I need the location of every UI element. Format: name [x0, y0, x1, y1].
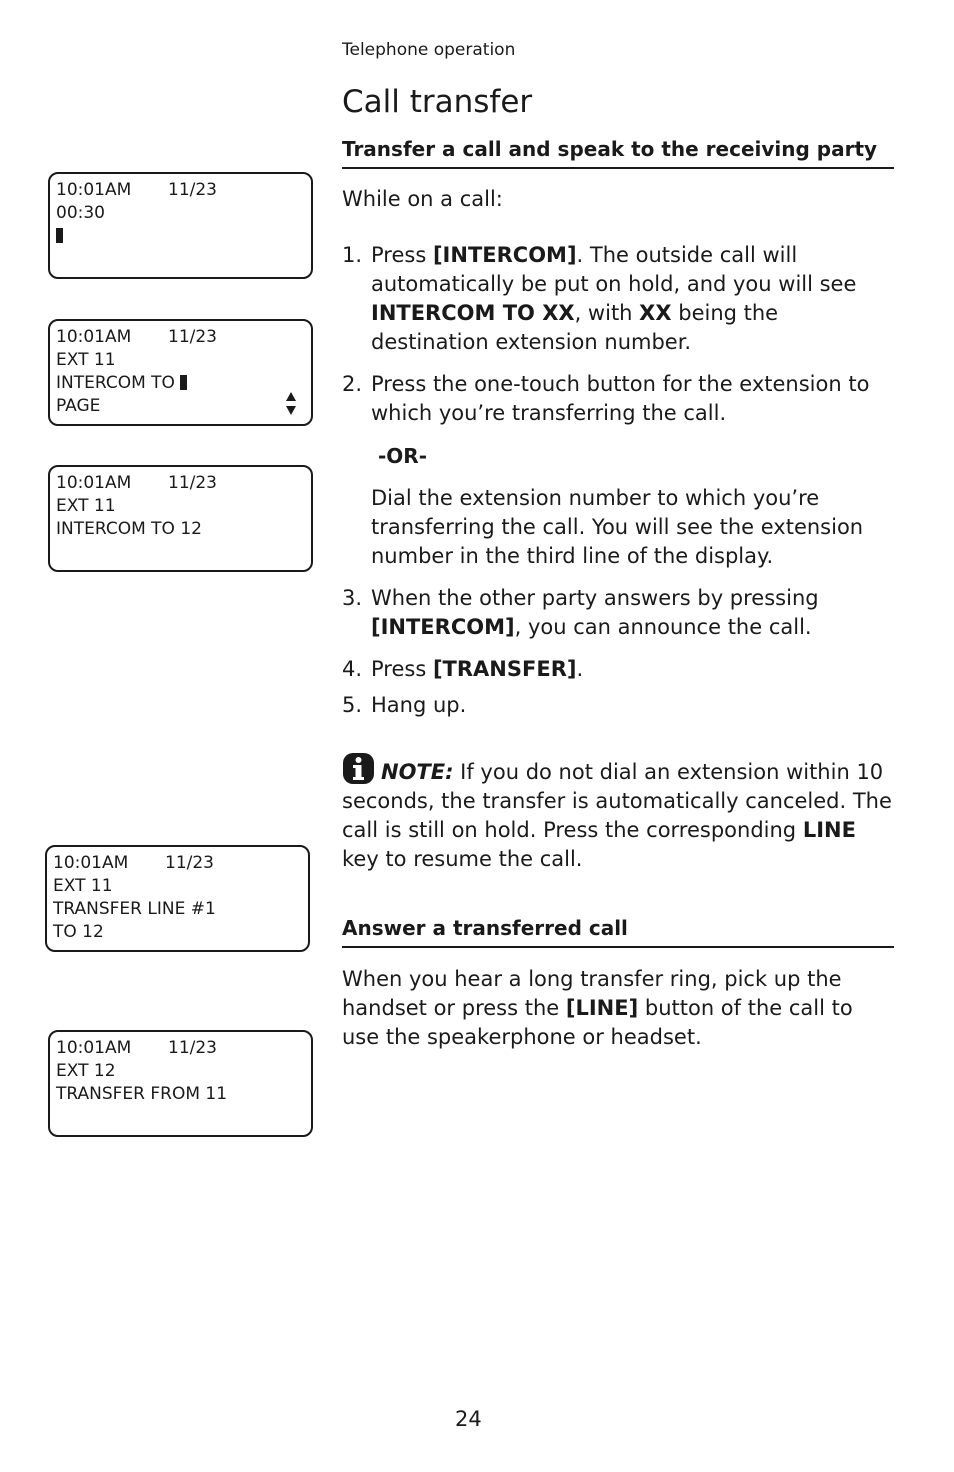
- step-number: 4.: [342, 657, 363, 681]
- note: [342, 752, 894, 874]
- step-number: 5.: [342, 693, 363, 717]
- page-title: Call transfer: [342, 84, 533, 120]
- display-date: 11/23: [168, 473, 217, 493]
- step-3: [342, 584, 894, 642]
- note-text: If you do not dial an extension within 10 seconds, the transfer is automatically canceled. The call is still on hold. Press the corresponding: [342, 760, 892, 842]
- step-5: [342, 691, 894, 720]
- cursor-icon: [56, 228, 63, 243]
- display-line-4: TO 12: [53, 922, 104, 942]
- display-date: 11/23: [168, 327, 217, 347]
- handset-display-3: [48, 465, 313, 572]
- step-number: 3.: [342, 586, 363, 610]
- handset-display-2: [48, 319, 313, 426]
- line-key: [LINE]: [565, 996, 639, 1020]
- display-date: 11/23: [168, 1038, 217, 1058]
- handset-display-4: [45, 845, 310, 952]
- answer-subhead: Answer a transferred call: [342, 916, 894, 948]
- display-line-2: EXT 12: [56, 1061, 116, 1081]
- display-time: 10:01AM: [56, 180, 132, 200]
- step-2: [342, 370, 894, 428]
- display-date: 11/23: [165, 853, 214, 873]
- step-number: 2.: [342, 372, 363, 396]
- display-time: 10:01AM: [56, 473, 132, 493]
- display-date: 11/23: [168, 180, 217, 200]
- handset-display-5: [48, 1030, 313, 1137]
- step-text-part: . The outside call will automatically be put on hold, and you will see: [371, 243, 857, 296]
- answer-text: [342, 965, 894, 1052]
- info-icon: [342, 752, 375, 785]
- step-text-part: , you can announce the call.: [514, 615, 812, 639]
- note-text: key to resume the call.: [342, 847, 583, 871]
- step-4: [342, 655, 894, 684]
- page-number: 24: [455, 1407, 482, 1431]
- display-time: 10:01AM: [53, 853, 129, 873]
- cursor-icon: [180, 375, 187, 390]
- section-label: Telephone operation: [342, 40, 516, 60]
- intercom-to-xx: INTERCOM TO XX: [371, 301, 575, 325]
- step-text: [342, 655, 894, 684]
- note-label: NOTE:: [381, 760, 454, 784]
- step-text-part: .: [576, 657, 584, 681]
- step-text-part: , with: [574, 301, 640, 325]
- display-line-2: EXT 11: [56, 350, 116, 370]
- answer-text-part: When you hear a long transfer ring, pick up the handset or press the: [342, 967, 842, 1020]
- transfer-subhead: Transfer a call and speak to the receiving party: [342, 137, 894, 169]
- step-text-part: When the other party answers by pressing: [371, 586, 819, 610]
- step-text: Press the one-touch button for the extension to which you’re transferring the call.: [371, 372, 870, 425]
- display-time: 10:01AM: [56, 1038, 132, 1058]
- step-text-part: Press: [371, 657, 433, 681]
- display-line-3: TRANSFER LINE #1: [53, 899, 216, 919]
- display-line-2: EXT 11: [53, 876, 113, 896]
- step-text: Hang up.: [371, 693, 467, 717]
- step-text: [342, 584, 894, 642]
- display-line-3: [56, 225, 305, 248]
- xx-label: XX: [639, 301, 672, 325]
- step-text-part: Press: [371, 243, 433, 267]
- intercom-key: [INTERCOM]: [432, 243, 577, 267]
- step-number: 1.: [342, 243, 363, 267]
- display-line-3: TRANSFER FROM 11: [56, 1084, 228, 1104]
- transfer-key: [TRANSFER]: [432, 657, 577, 681]
- handset-display-1: [48, 172, 313, 279]
- line-key: LINE: [802, 818, 856, 842]
- display-time: 10:01AM: [56, 327, 132, 347]
- step-text-part: being the destination extension number.: [371, 301, 779, 354]
- display-line-3: [56, 372, 305, 395]
- display-line-3-text: INTERCOM TO: [56, 373, 175, 393]
- or-separator: -OR-: [378, 444, 428, 468]
- up-down-arrow-icon: [285, 391, 297, 417]
- display-line-4: PAGE: [56, 396, 101, 416]
- transfer-intro: While on a call:: [342, 187, 503, 211]
- step-2-alternative: Dial the extension number to which you’re transferring the call. You will see the extension number in the third line of the display.: [371, 486, 864, 568]
- display-line-2: EXT 11: [56, 496, 116, 516]
- intercom-key: [INTERCOM]: [371, 615, 515, 639]
- answer-text-part: button of the call to use the speakerphone or headset.: [342, 996, 853, 1049]
- step-1: [342, 241, 894, 357]
- step-text: [342, 241, 894, 357]
- display-line-3: INTERCOM TO 12: [56, 519, 202, 539]
- display-line-2: 00:30: [56, 203, 105, 223]
